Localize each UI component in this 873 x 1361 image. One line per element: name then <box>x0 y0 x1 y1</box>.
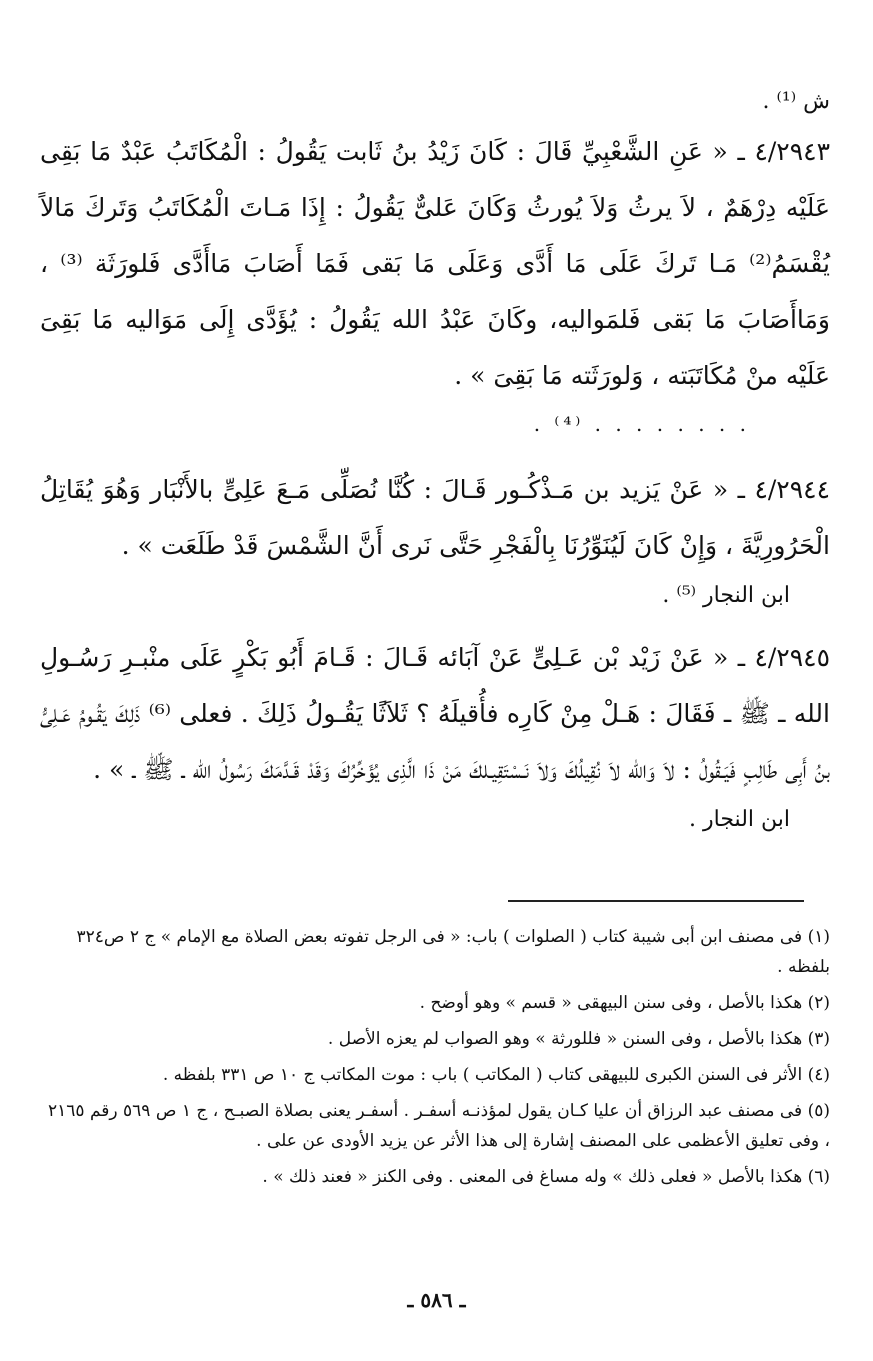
hadith-source: ابن النجار . <box>689 807 790 832</box>
hadith-entry-2945 <box>40 630 830 842</box>
page-number: ـ ٥٨٦ ـ <box>407 1288 466 1312</box>
hadith-text: ٤/٢٩٤٥ ـ « عَنْ زَيْد بْن عَـلِىٍّ عَنْ آبَائه قَـالَ : قَـامَ أَبُو بَكْرٍ عَلَى منْبـرِ رَسُـولِ الله ـ ﷺ ـ فَقَالَ : هَـلْ مِنْ كَارِه فأُقيلَهُ ؟ ثَلاَثًا يَقُـولُ ذَلِكَ . فعلى ⁽⁶⁾ ذَلِكَ يَقُـومُ عَـلِىُّ بنُ أَبِى طَالِبٍ فَيَـقُولُ : لاَ وَالله لاَ نُقِيلُكَ وَلاَ نَـسْتَقِيـلكَ مَنْ ذَا الَّذِى يُؤَخِّرُكَ وَقَدْ قَـدَّمَكَ رَسُولُ الله ـ ﷺ ـ » . <box>40 643 830 784</box>
footnotes <box>40 922 830 1198</box>
main-text <box>40 80 830 854</box>
hadith-entry-2944 <box>40 462 830 618</box>
header-line: ش ⁽¹⁾ . <box>762 89 830 114</box>
hadith-source: ابن النجار ⁽⁵⁾ . <box>662 583 790 608</box>
footnote-2: (٢) هكذا بالأصل ، وفى سنن البيهقى « قسم » وهو أوضح . <box>419 993 830 1013</box>
footnote-4: (٤) الأثر فى السنن الكبرى للبيهقى كتاب ( المكاتب ) باب : موت المكاتب ج ١٠ ص ٣٣١ بلفظه . <box>162 1065 830 1085</box>
footnote-6: (٦) هكذا بالأصل « فعلى ذلك » وله مساغ فى المعنى . وفى الكنز « فعند ذلك » . <box>262 1167 830 1187</box>
footnote-1: (١) فى مصنف ابن أبى شيبة كتاب ( الصلوات ) باب: « فى الرجل تفوته بعض الصلاة مع الإمام » ج ٢ ص٣٢٤ بلفظه . <box>76 927 830 977</box>
footnote-separator <box>508 900 804 902</box>
footnote-5: (٥) فى مصنف عبد الرزاق أن عليا كـان يقول لمؤذنـه أسفـر . أسفـر يعنى بصلاة الصبـح ، ج ١ ص ٥٦٩ رقم ٢١٦٥ ، وفى تعليق الأعظمى على المصنف إشارة إلى هذا الأثر عن يزيد الأودى عن على . <box>48 1101 830 1151</box>
hadith-text: ٤/٢٩٤٣ ـ « عَنِ الشَّعْبِيِّ قَالَ : كَانَ زَيْدُ بنُ ثَابت يَقُولُ : الْمُكَاتَبُ عَبْدٌ مَا بَقِى عَلَيْه دِرْهَمٌ ، لاَ يرثُ وَلاَ يُورثُ وَكَانَ عَلىٌّ يَقُولُ : إِذَا مَـاتَ الْمُكَاتَبُ وَتَركَ مَالاً يُقْسَمُ⁽²⁾ مَـا تَركَ عَلَى مَا أَدَّى وَعَلَى مَا بَقى فَمَا أَصَابَ مَاأَدَّى فَلورَثَة ⁽³⁾ ، وَمَاأَصَابَ مَا بَقى فَلمَواليه، وكَانَ عَبْدُ الله يَقُولُ : يُؤَدَّى إِلَى مَوَاليه مَا بَقِىَ عَلَيْه منْ مُكَاتَبَته ، وَلورَثَته مَا بَقِىَ » . <box>40 137 830 390</box>
hadith-text: ٤/٢٩٤٤ ـ « عَنْ يَزيد بن مَـذْكُـور قَـالَ : كُنَّا نُصَلِّى مَـعَ عَلِىٍّ بالأَنْبَار وَهُوَ يُقَاتِلُ الْحَرُورِيَّةَ ، وَإِنْ كَانَ لَيُنَوِّرُنَا بِالْفَجْرِ حَتَّى نَرى أَنَّ الشَّمْسَ قَدْ طَلَعَت » . <box>40 475 830 560</box>
footnote-3: (٣) هكذا بالأصل ، وفى السنن « فللورثة » وهو الصواب لم يعزه الأصل . <box>327 1029 830 1049</box>
elision-dots: . . . . . . . . ⁽⁴⁾ . <box>533 412 750 436</box>
hadith-entry-2943 <box>40 124 830 444</box>
